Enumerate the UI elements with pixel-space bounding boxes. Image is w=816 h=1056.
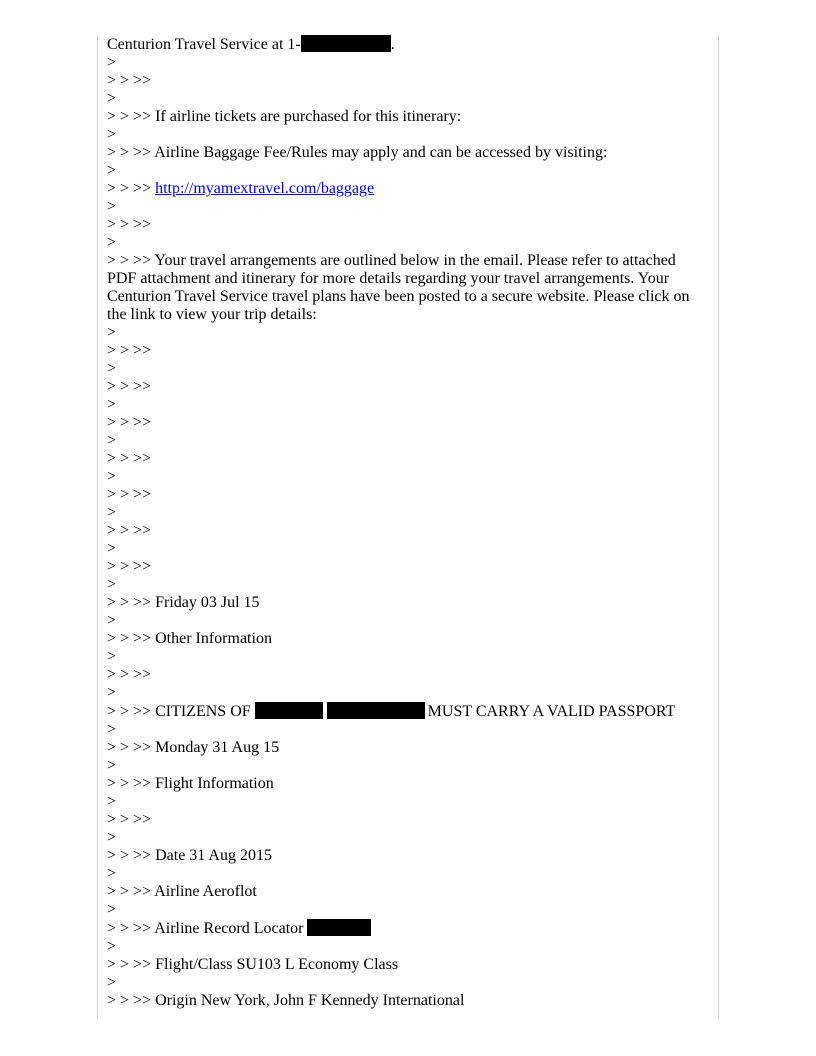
line-text: >	[107, 829, 117, 846]
line-text: >	[107, 938, 117, 955]
email-line	[107, 540, 699, 558]
email-line	[107, 721, 699, 739]
email-line	[107, 324, 699, 342]
line-text: .	[390, 36, 395, 53]
line-text: > > >>	[107, 180, 156, 197]
email-line	[107, 974, 699, 992]
email-line	[107, 162, 699, 180]
line-text: > > >>	[107, 558, 152, 575]
line-text: > > >> Other Information	[107, 630, 272, 647]
email-line	[107, 126, 699, 144]
email-line	[107, 757, 699, 775]
line-text: > > >>	[107, 486, 152, 503]
line-text: >	[107, 865, 117, 882]
line-text: >	[107, 612, 117, 629]
email-line	[107, 90, 699, 108]
line-text: >	[107, 360, 117, 377]
line-text: >	[107, 468, 117, 485]
line-text: >	[107, 234, 117, 251]
line-text: >	[107, 576, 117, 593]
line-text: > > >> CITIZENS OF	[107, 703, 255, 720]
line-text: > > >> Airline Record Locator	[107, 920, 308, 937]
email-line	[107, 775, 699, 793]
line-text: MUST CARRY A VALID PASSPORT	[427, 703, 676, 720]
line-text: >	[107, 396, 117, 413]
line-text: >	[107, 198, 117, 215]
line-text: > > >>	[107, 72, 152, 89]
line-text: > > >> Airline Aeroflot	[107, 883, 257, 900]
email-line	[107, 252, 699, 324]
email-line	[107, 198, 699, 216]
line-text: >	[107, 540, 117, 557]
line-text: >	[107, 648, 117, 665]
email-line	[107, 504, 699, 522]
email-line	[107, 558, 699, 576]
email-line	[107, 486, 699, 504]
email-line	[107, 865, 699, 883]
line-text: > > >>	[107, 811, 152, 828]
email-line	[107, 450, 699, 468]
email-line	[107, 883, 699, 901]
email-line	[107, 216, 699, 234]
line-text: > > >> Monday 31 Aug 15	[107, 739, 280, 756]
email-line	[107, 847, 699, 865]
line-text: >	[107, 90, 117, 107]
line-text: >	[107, 162, 117, 179]
email-line	[107, 829, 699, 847]
email-line	[107, 468, 699, 486]
line-text: >	[107, 324, 117, 341]
line-text: >	[107, 721, 117, 738]
email-line	[107, 793, 699, 811]
email-line	[107, 342, 699, 360]
email-line	[107, 612, 699, 630]
email-line	[107, 938, 699, 956]
email-line	[107, 956, 699, 974]
line-text: > > >>	[107, 216, 152, 233]
line-text: >	[107, 793, 117, 810]
line-text: > > >>	[107, 522, 152, 539]
line-text: >	[107, 974, 117, 991]
email-line	[107, 396, 699, 414]
email-line	[107, 702, 699, 721]
email-line	[107, 684, 699, 702]
email-line	[107, 739, 699, 757]
email-line	[107, 522, 699, 540]
line-text: > > >> Friday 03 Jul 15	[107, 594, 260, 611]
line-text: > > >> Origin New York, John F Kennedy International	[107, 992, 465, 1009]
email-line	[107, 919, 699, 938]
line-text: >	[107, 504, 117, 521]
email-line	[107, 648, 699, 666]
email-line	[107, 360, 699, 378]
line-text: > > >> Flight/Class SU103 L Economy Class	[107, 956, 399, 973]
line-text: > > >>	[107, 378, 152, 395]
line-text: >	[107, 54, 117, 71]
line-text: > > >> If airline tickets are purchased for this itinerary:	[107, 108, 462, 125]
email-line	[107, 54, 699, 72]
line-text: > > >>	[107, 342, 152, 359]
email-line	[107, 72, 699, 90]
line-text: >	[107, 684, 117, 701]
line-text: Centurion Travel Service at 1-	[107, 36, 301, 53]
redaction-box-country2	[327, 702, 425, 719]
email-line	[107, 901, 699, 919]
email-line	[107, 108, 699, 126]
email-line	[107, 576, 699, 594]
line-text: >	[107, 432, 117, 449]
email-body	[107, 35, 699, 1010]
email-line	[107, 378, 699, 396]
email-line	[107, 35, 699, 54]
line-text: >	[107, 757, 117, 774]
email-line	[107, 666, 699, 684]
line-text: > > >>	[107, 414, 152, 431]
line-text: > > >> Airline Baggage Fee/Rules may apply and can be accessed by visiting:	[107, 144, 608, 161]
line-text: > > >> Your travel arrangements are outlined below in the email. Please refer to attached PDF attachment and itinerary for more details regarding your travel arrangements. Your Centurion Travel Service travel plans have been posted to a secure website. Please click on the link to view your trip details:	[107, 252, 690, 323]
line-text: > > >>	[107, 450, 152, 467]
baggage-link[interactable]: http://myamextravel.com/baggage	[155, 180, 375, 197]
line-text: > > >> Date 31 Aug 2015	[107, 847, 272, 864]
email-line	[107, 432, 699, 450]
email-line	[107, 234, 699, 252]
line-text: >	[107, 901, 117, 918]
line-text: > > >>	[107, 666, 152, 683]
email-line	[107, 180, 699, 198]
redaction-box-phone	[301, 35, 391, 52]
email-line	[107, 414, 699, 432]
line-text: >	[107, 126, 117, 143]
line-text: > > >> Flight Information	[107, 775, 274, 792]
redaction-box-locator	[307, 919, 371, 936]
redaction-box-country1	[255, 702, 323, 719]
email-line	[107, 811, 699, 829]
email-line	[107, 992, 699, 1010]
email-line	[107, 630, 699, 648]
email-line	[107, 144, 699, 162]
email-line	[107, 594, 699, 612]
